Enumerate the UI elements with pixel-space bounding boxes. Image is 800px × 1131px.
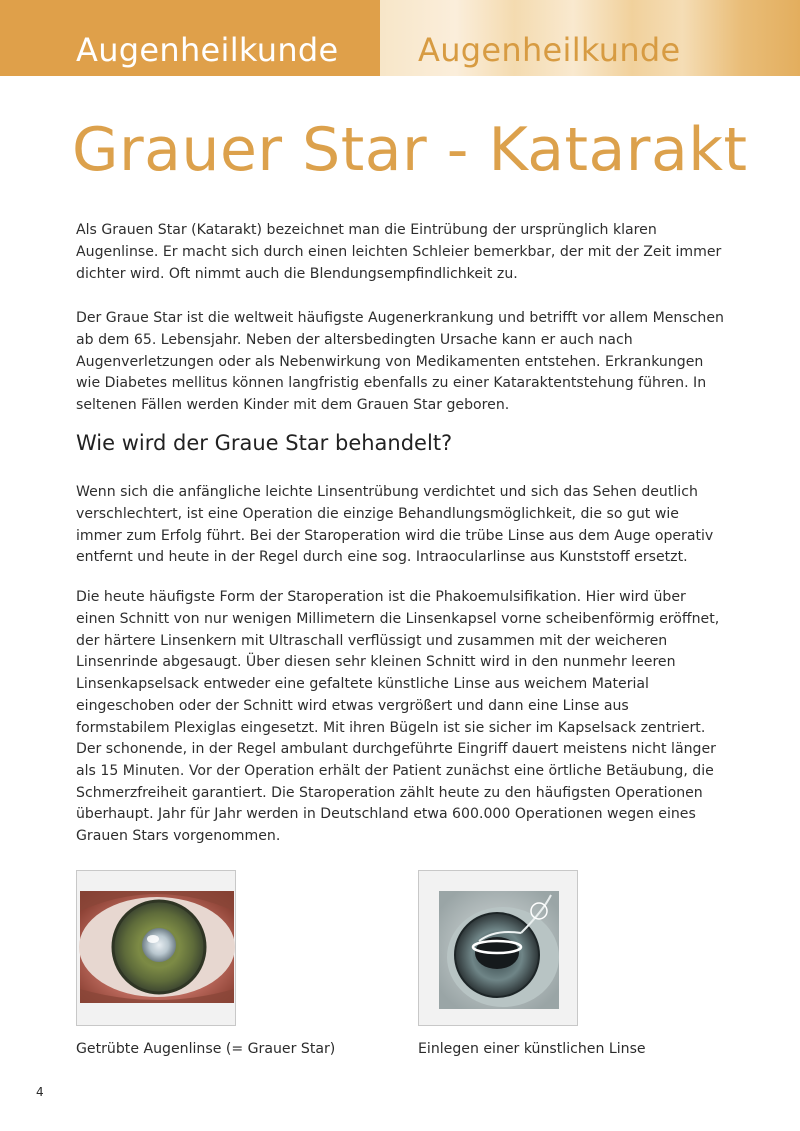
page-title: Grauer Star - Katarakt: [72, 115, 748, 185]
treatment-paragraph-2: Die heute häufigste Form der Staroperation ist die Phakoemulsifikation. Hier wird über einen Schnitt von nur wenigen Millimetern die Linsenkapsel vorne scheibenförmig eröffnet, der härtere Linsenkern mit Ultraschall verflüssigt und zusammen mit der weicheren Linsenrinde abgesaugt. Über diesen sehr kleinen Schnitt wird in den nunmehr leeren Linsenkapselsack entweder eine gefaltete künstliche Linse aus weichem Material eingeschoben oder der Schnitt wird etwas vergrößert und dann eine Linse aus formstabilem Plexiglas eingesetzt. Mit ihren Bügeln ist sie sicher im Kapselsack zentriert.: [76, 589, 720, 736]
section-heading: Wie wird der Graue Star behandelt?: [76, 431, 453, 455]
header-title-left: Augenheilkunde: [76, 31, 339, 69]
treatment-paragraph-3: Der schonende, in der Regel ambulant durchgeführte Eingriff dauert meistens nicht länger als 15 Minuten. Vor der Operation erhält der Patient zunächst eine örtliche Betäubung, die Schmerzfreiheit garantiert. Die Staroperation zählt heute zu den häufigsten Operationen überhaupt. Jahr für Jahr werden in Deutschland etwa 600.000 Operationen wegen eines Grauen Stars vorgenommen.: [76, 741, 716, 845]
page-number: 4: [36, 1085, 44, 1099]
intro-paragraph-2: Der Graue Star ist die weltweit häufigste Augenerkrankung und betrifft vor allem Menschen ab dem 65. Lebensjahr. Neben der altersbedingten Ursache kann er auch nach Augenverletzungen oder als Nebenwirkung von Medikamenten entstehen. Erkrankungen wie Diabetes mellitus können langfristig ebenfalls zu einer Kataraktentstehung führen. In seltenen Fällen werden Kinder mit dem Grauen Star geboren.: [76, 310, 724, 414]
cataract-eye-photo: [77, 871, 237, 1027]
cataract-eye-photo-frame: [76, 870, 236, 1026]
treatment-paragraph-1: Wenn sich die anfängliche leichte Linsentrübung verdichtet und sich das Sehen deutlich verschlechtert, ist eine Operation die einzige Behandlungsmöglichkeit, die so gut wie immer zum Erfolg führt. Bei der Staroperation wird die trübe Linse aus dem Auge operativ entfernt und heute in der Regel durch eine sog. Intraocularlinse aus Kunststoff ersetzt.: [76, 484, 714, 566]
header-band: [0, 0, 800, 76]
intro-paragraph-1: Als Grauen Star (Katarakt) bezeichnet man die Eintrübung der ursprünglich klaren Augenlinse. Er macht sich durch einen leichten Schleier bemerkbar, der mit der Zeit immer dichter wird. Oft nimmt auch die Blendungsempfindlichkeit zu.: [76, 222, 722, 282]
lens-illustration-frame: [418, 870, 578, 1026]
figure-caption-1: Getrübte Augenlinse (= Grauer Star): [76, 1041, 336, 1057]
header-title-right: Augenheilkunde: [418, 31, 681, 69]
figure-caption-2: Einlegen einer künstlichen Linse: [418, 1041, 646, 1057]
intraocular-lens-illustration: [419, 871, 579, 1027]
